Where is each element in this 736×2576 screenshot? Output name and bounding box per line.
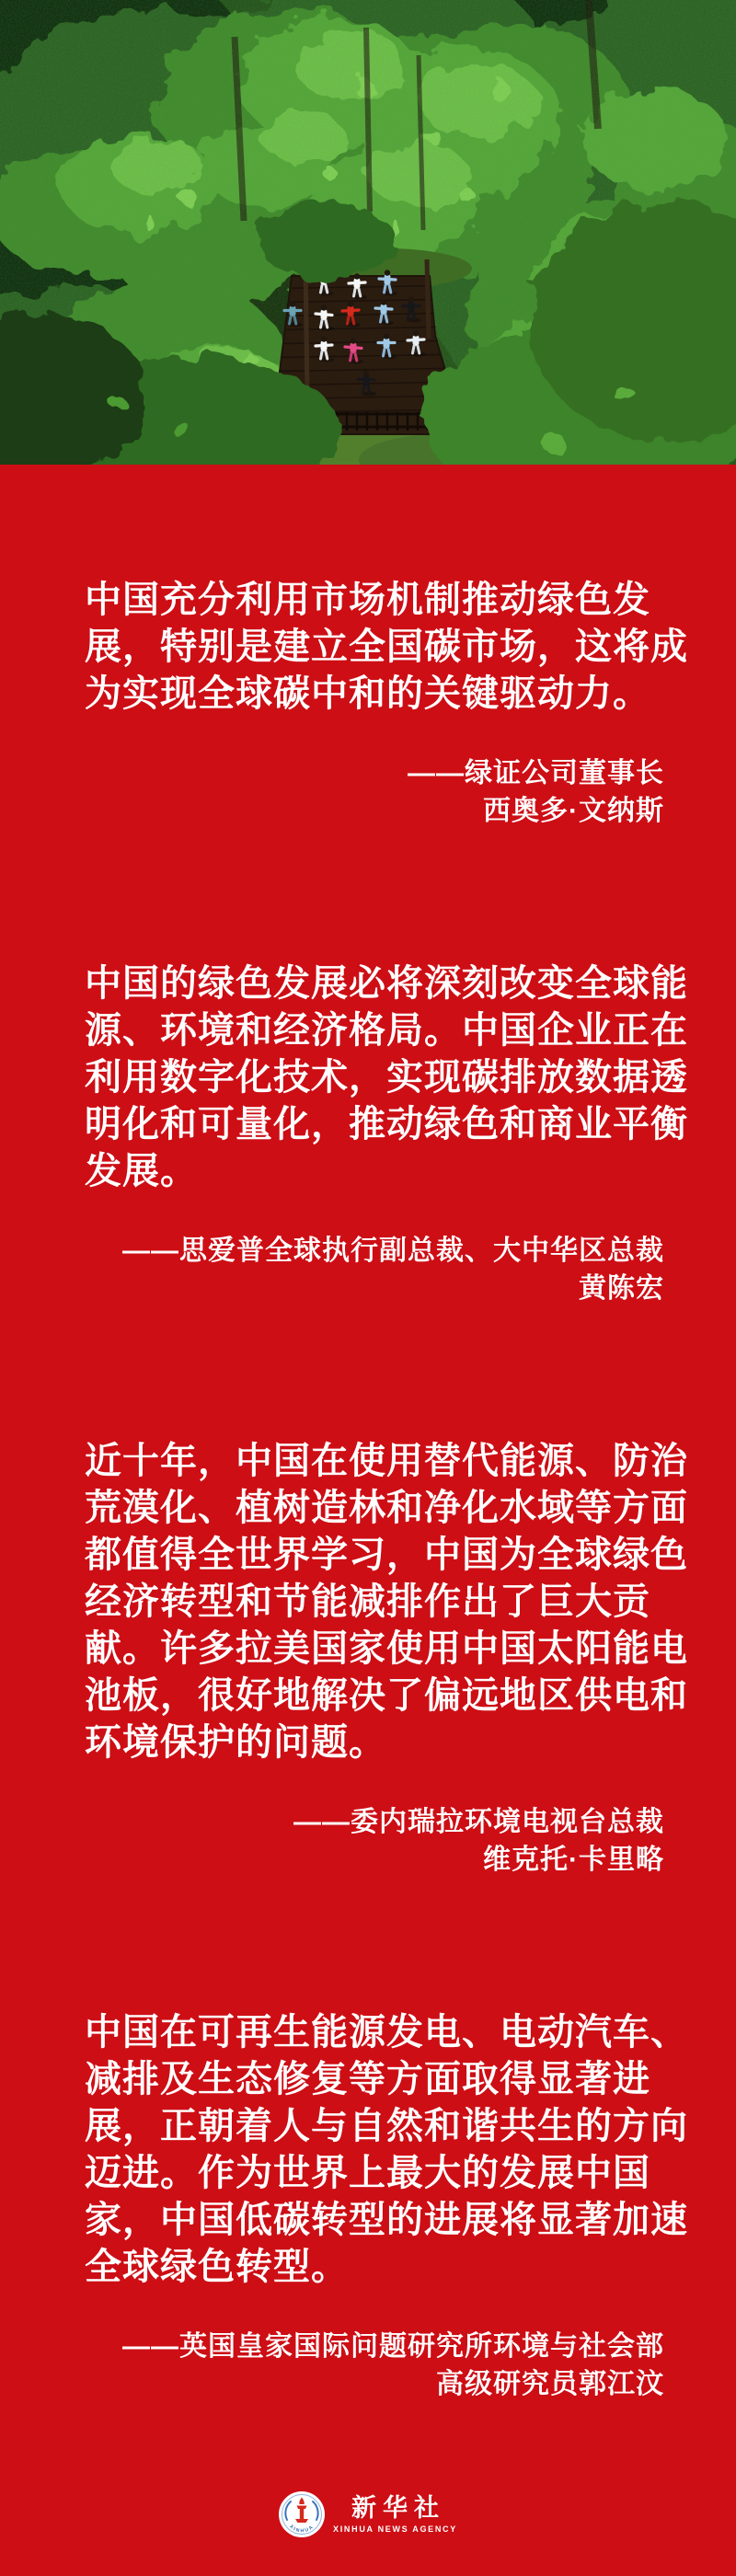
quote-line: 源、环境和经济格局。中国企业正在: [85, 1010, 688, 1051]
quote-line: 中国的绿色发展必将深刻改变全球能: [85, 963, 688, 1004]
quote-text: [85, 2009, 688, 2291]
attribution-line: 维克托·卡里略: [483, 1845, 664, 1875]
quote-line: 为实现全球碳中和的关键驱动力。: [85, 673, 650, 714]
attribution-line: ——委内瑞拉环境电视台总裁: [293, 1807, 664, 1837]
quote-text: [85, 960, 688, 1195]
quote-block: [85, 1438, 688, 1879]
quote-line: 中国充分利用市场机制推动绿色发: [85, 580, 650, 620]
hero-photo: [0, 0, 736, 465]
emblem-arc-text: XINHUA: [288, 2524, 316, 2535]
quote-line: 全球绿色转型。: [85, 2247, 349, 2287]
attribution-line: 高级研究员郭江汶: [436, 2369, 664, 2399]
quote-text: [85, 1438, 688, 1766]
quote-line: 减排及生态修复等方面取得显著进: [85, 2059, 650, 2099]
quote-block: [85, 577, 688, 830]
quote-text: [85, 577, 688, 718]
quote-line: 利用数字化技术，实现碳排放数据透: [85, 1057, 688, 1098]
quote-line: 发展。: [85, 1151, 198, 1191]
logo-chinese-name: 新华社: [351, 2494, 445, 2522]
attribution-line: ——思爱普全球执行副总裁、大中华区总裁: [122, 1236, 664, 1266]
quote-line: 迈进。作为世界上最大的发展中国: [85, 2153, 650, 2193]
quote-line: 环境保护的问题。: [85, 1722, 386, 1763]
quote-line: 池板，很好地解决了偏远地区供电和: [85, 1675, 688, 1716]
quote-block: [85, 960, 688, 1307]
quote-block: [85, 2009, 688, 2403]
quote-attribution: [85, 754, 664, 830]
quote-line: 中国在可再生能源发电、电动汽车、: [85, 2012, 688, 2053]
logo-english-name: XINHUA NEWS AGENCY: [333, 2524, 457, 2534]
quote-attribution: [85, 1803, 664, 1879]
quote-line: 献。许多拉美国家使用中国太阳能电: [85, 1628, 688, 1669]
quote-line: 明化和可量化，推动绿色和商业平衡: [85, 1104, 688, 1144]
quote-line: 展，正朝着人与自然和谐共生的方向: [85, 2106, 688, 2146]
forest-taichi-illustration: [0, 0, 736, 465]
xinhua-logo: [279, 2491, 457, 2537]
quote-line: 家，中国低碳转型的进展将显著加速: [85, 2200, 688, 2240]
xinhua-emblem-icon: [279, 2491, 325, 2537]
attribution-line: ——绿证公司董事长: [408, 758, 664, 788]
quote-attribution: [85, 1232, 664, 1307]
attribution-line: 西奥多·文纳斯: [483, 796, 664, 826]
quotes-section: [0, 465, 736, 2403]
quote-attribution: [85, 2328, 664, 2403]
quote-line: 近十年，中国在使用替代能源、防治: [85, 1441, 688, 1481]
attribution-line: ——英国皇家国际问题研究所环境与社会部: [122, 2331, 664, 2362]
logo-text: [333, 2494, 457, 2535]
attribution-line: 黄陈宏: [579, 1273, 664, 1304]
footer: [0, 2491, 736, 2537]
quote-line: 经济转型和节能减排作出了巨大贡: [85, 1581, 650, 1622]
quote-line: 都值得全世界学习，中国为全球绿色: [85, 1535, 688, 1575]
quote-line: 荒漠化、植树造林和净化水域等方面: [85, 1488, 688, 1528]
quote-line: 展，特别是建立全国碳市场，这将成: [85, 627, 688, 667]
